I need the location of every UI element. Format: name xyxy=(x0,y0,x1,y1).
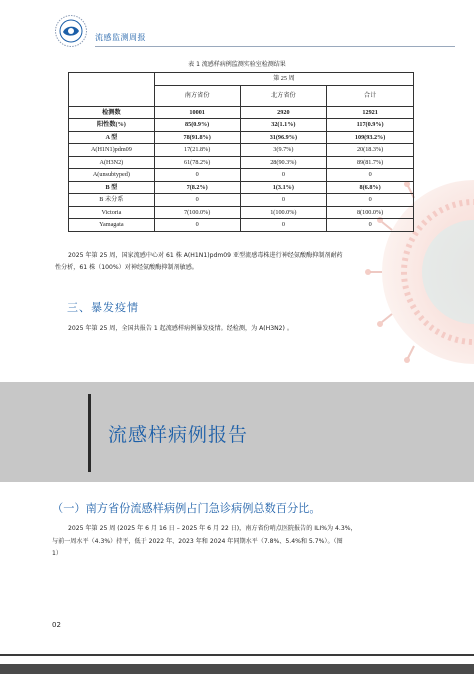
table-cell: 0 xyxy=(240,219,327,232)
row-label: A(H1N1)pdm09 xyxy=(69,144,155,157)
table-corner-cell xyxy=(69,73,155,107)
table-cell: 61(78.2%) xyxy=(154,156,240,169)
row-label: B 未分系 xyxy=(69,194,155,207)
table-cell: 117(0.9%) xyxy=(327,119,414,132)
table-cell: 20(18.3%) xyxy=(327,144,414,157)
week-header: 第 25 周 xyxy=(154,73,413,86)
row-label: 阳性数(%) xyxy=(69,119,155,132)
table-cell: 78(91.8%) xyxy=(154,131,240,144)
row-label: A 型 xyxy=(69,131,155,144)
table-row xyxy=(69,181,414,194)
banner-accent-bar xyxy=(88,394,91,472)
table-caption: 表 1 流感样病例监测实验室检测结果 xyxy=(188,61,286,68)
table-cell: 12921 xyxy=(327,106,414,119)
table-row xyxy=(69,156,414,169)
lab-results-table xyxy=(68,72,414,232)
table-cell: 0 xyxy=(327,194,414,207)
sub-heading-south-ili: （一）南方省份流感样病例占门急诊病例总数百分比。 xyxy=(52,502,321,515)
table-cell: 89(81.7%) xyxy=(327,156,414,169)
table-row xyxy=(69,131,414,144)
row-label: A(H3N2) xyxy=(69,156,155,169)
section-heading-outbreaks: 三、暴发疫情 xyxy=(67,301,139,314)
table-header-row xyxy=(69,73,414,86)
resistance-paragraph-line2: 性分析，61 株（100%）对神经氨酸酶抑制剂敏感。 xyxy=(55,264,198,271)
table-cell: 1(3.1%) xyxy=(240,181,327,194)
table-cell: 0 xyxy=(240,194,327,207)
table-cell: 0 xyxy=(327,169,414,182)
page-number: 02 xyxy=(52,621,61,629)
row-label: 检测数 xyxy=(69,106,155,119)
table-cell: 32(1.1%) xyxy=(240,119,327,132)
table-row xyxy=(69,144,414,157)
footer-divider xyxy=(0,654,474,656)
table-cell: 0 xyxy=(327,219,414,232)
table-cell: 3(9.7%) xyxy=(240,144,327,157)
table-cell: 0 xyxy=(154,219,240,232)
table-row xyxy=(69,169,414,182)
table-cell: 7(100.0%) xyxy=(154,206,240,219)
table-cell: 109(93.2%) xyxy=(327,131,414,144)
column-header: 合计 xyxy=(327,85,414,106)
header-title: 流感监测周报 xyxy=(95,33,146,42)
table-cell: 17(21.8%) xyxy=(154,144,240,157)
table-cell: 85(0.9%) xyxy=(154,119,240,132)
table-cell: 2920 xyxy=(240,106,327,119)
table-cell: 0 xyxy=(154,194,240,207)
footer-band xyxy=(0,664,474,674)
banner-title: 流感样病例报告 xyxy=(108,424,249,446)
table-row xyxy=(69,119,414,132)
flu-surveillance-logo-icon xyxy=(54,14,88,48)
table-row xyxy=(69,194,414,207)
ili-paragraph-line3: 1） xyxy=(52,550,62,557)
column-header: 南方省份 xyxy=(154,85,240,106)
table-cell: 0 xyxy=(154,169,240,182)
outbreak-paragraph: 2025 年第 25 周，全国共报告 1 起流感样病例暴发疫情。经检测，为 A(H3N2) 。 xyxy=(68,325,293,332)
table-cell: 7(8.2%) xyxy=(154,181,240,194)
table-cell: 8(6.8%) xyxy=(327,181,414,194)
resistance-paragraph-line1: 2025 年第 25 周，国家流感中心对 61 株 A(H1N1)pdm09 亚型流感毒株进行神经氨酸酶抑制剂耐药 xyxy=(68,252,343,259)
table-cell: 28(90.3%) xyxy=(240,156,327,169)
table-row xyxy=(69,206,414,219)
table-row xyxy=(69,219,414,232)
table-cell: 31(96.9%) xyxy=(240,131,327,144)
row-label: Victoria xyxy=(69,206,155,219)
ili-paragraph-line2: 与前一周水平（4.3%）持平，低于 2022 年、2023 年和 2024 年同期水平（7.8%、5.4%和 5.7%）。（图 xyxy=(52,538,343,545)
table-cell: 1(100.0%) xyxy=(240,206,327,219)
row-label: A(unsubtyped) xyxy=(69,169,155,182)
table-cell: 8(100.0%) xyxy=(327,206,414,219)
ili-paragraph-line1: 2025 年第 25 周 (2025 年 6 月 16 日 – 2025 年 6 月 22 日)，南方省份哨点医院报告的 ILI%为 4.3%， xyxy=(68,525,357,532)
header-divider xyxy=(95,46,455,47)
table-body xyxy=(69,106,414,231)
row-label: B 型 xyxy=(69,181,155,194)
table-cell: 0 xyxy=(240,169,327,182)
table-row xyxy=(69,106,414,119)
table-cell: 10001 xyxy=(154,106,240,119)
row-label: Yamagata xyxy=(69,219,155,232)
column-header: 北方省份 xyxy=(240,85,327,106)
